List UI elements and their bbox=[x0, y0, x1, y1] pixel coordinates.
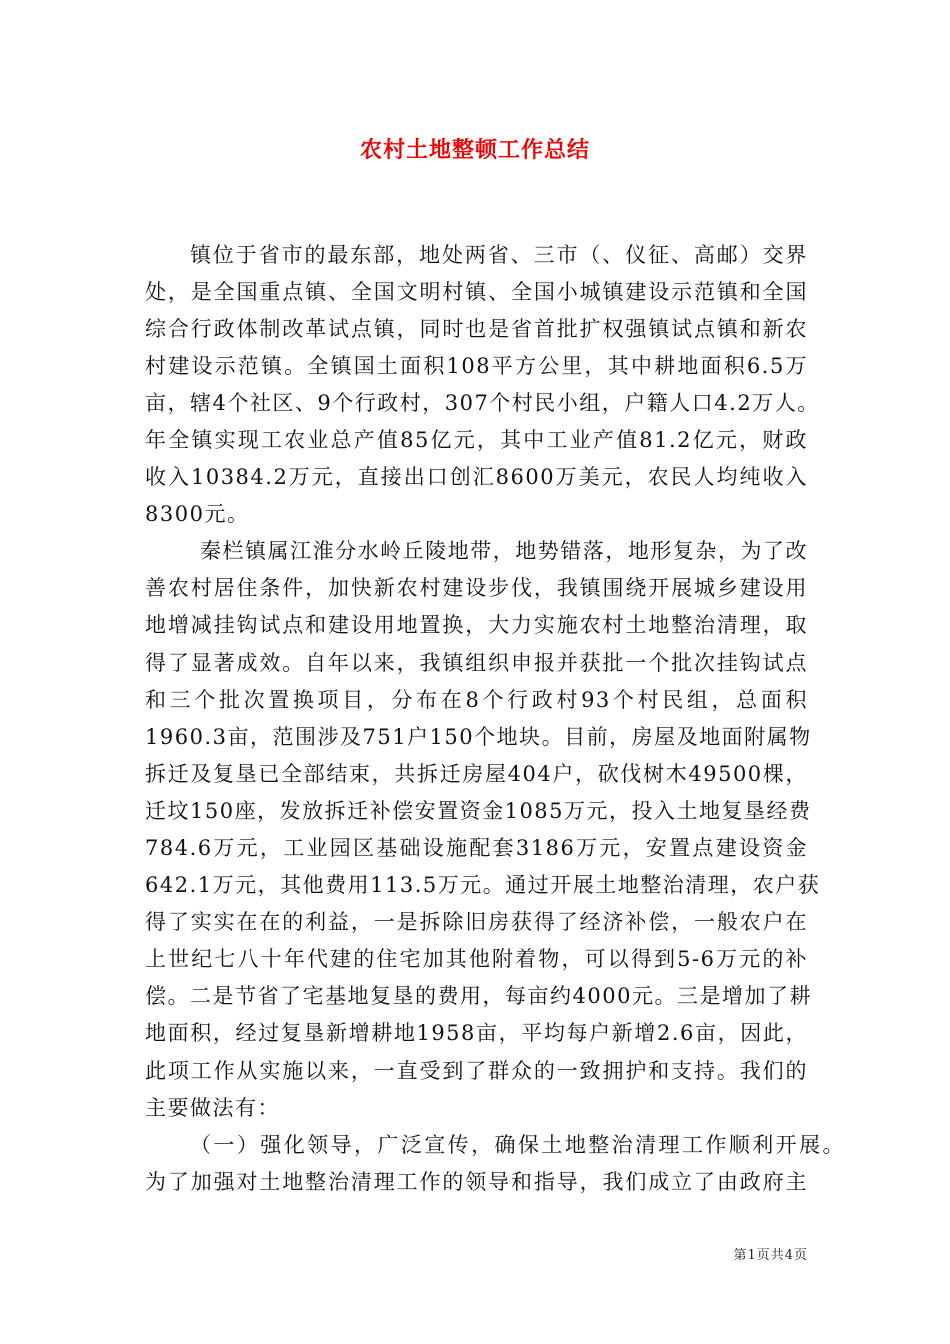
paragraph-2-line-7: 拆迁及复垦已全部结束，共拆迁房屋404户，砍伐树木49500棵， bbox=[145, 761, 808, 786]
paragraph-1-line-1: 镇位于省市的最东部，地处两省、三市（、仪征、高邮）交界 bbox=[190, 242, 808, 267]
paragraph-3-line-1: （一）强化领导，广泛宣传，确保土地整治清理工作顺利开展。 bbox=[190, 1132, 845, 1157]
paragraph-2-line-9: 784.6万元，工业园区基础设施配套3186万元，安置点建设资金 bbox=[145, 836, 808, 860]
document-title: 农村土地整顿工作总结 bbox=[359, 137, 590, 163]
paragraph-1-line-8: 8300元。 bbox=[145, 502, 250, 527]
paragraph-1-line-5: 亩，辖4个社区、9个行政村，307个村民小组，户籍人口4.2万人。 bbox=[145, 390, 820, 415]
paragraph-2-line-4: 得了显著成效。自年以来，我镇组织申报并获批一个批次挂钩试点 bbox=[145, 650, 808, 675]
paragraph-2-line-13: 偿。二是节省了宅基地复垦的费用，每亩约4000元。三是增加了耕 bbox=[145, 984, 812, 1009]
paragraph-2-line-11: 得了实实在在的利益，一是拆除旧房获得了经济补偿，一般农户在 bbox=[145, 910, 808, 935]
paragraph-2-line-8: 迁坟150座，发放拆迁补偿安置资金1085万元，投入土地复垦经费 bbox=[145, 798, 812, 823]
paragraph-2-line-15: 此项工作从实施以来，一直受到了群众的一致拥护和支持。我们的 bbox=[145, 1058, 808, 1083]
paragraph-2-line-14: 地面积，经过复垦新增耕地1958亩，平均每户新增2.6亩，因此， bbox=[145, 1021, 808, 1046]
paragraph-2-line-5: 和三个批次置换项目，分布在8个行政村93个村民组，总面积 bbox=[145, 687, 808, 712]
paragraph-1-line-2: 处，是全国重点镇、全国文明村镇、全国小城镇建设示范镇和全国 bbox=[145, 279, 808, 304]
paragraph-1-line-7: 收入10384.2万元，直接出口创汇8600万美元，农民人均纯收入 bbox=[145, 465, 808, 490]
paragraph-2-line-16: 主要做法有： bbox=[145, 1095, 280, 1120]
paragraph-3-line-2: 为了加强对土地整治清理工作的领导和指导，我们成立了由政府主 bbox=[145, 1169, 808, 1194]
page-number-footer: 第1页共4页 bbox=[733, 1248, 808, 1263]
paragraph-1-line-6: 年全镇实现工农业总产值85亿元，其中工业产值81.2亿元，财政 bbox=[145, 427, 808, 452]
paragraph-2-line-10: 642.1万元，其他费用113.5万元。通过开展土地整治清理，农户获 bbox=[145, 873, 821, 898]
paragraph-1-line-3: 综合行政体制改革试点镇，同时也是省首批扩权强镇试点镇和新农 bbox=[145, 316, 808, 341]
paragraph-2-line-6: 1960.3亩，范围涉及751户150个地块。目前，房屋及地面附属物 bbox=[145, 724, 812, 749]
paragraph-1-line-4: 村建设示范镇。全镇国土面积108平方公里，其中耕地面积6.5万 bbox=[145, 353, 808, 378]
paragraph-2-line-12: 上世纪七八十年代建的住宅加其他附着物，可以得到5-6万元的补 bbox=[145, 947, 808, 972]
document-body bbox=[145, 237, 845, 1201]
paragraph-2-line-1: 秦栏镇属江淮分水岭丘陵地带，地势错落，地形复杂，为了改 bbox=[200, 539, 808, 564]
paragraph-2-line-3: 地增减挂钩试点和建设用地置换，大力实施农村土地整治清理，取 bbox=[145, 613, 808, 638]
paragraph-2-line-2: 善农村居住条件，加快新农村建设步伐，我镇围绕开展城乡建设用 bbox=[145, 576, 808, 601]
